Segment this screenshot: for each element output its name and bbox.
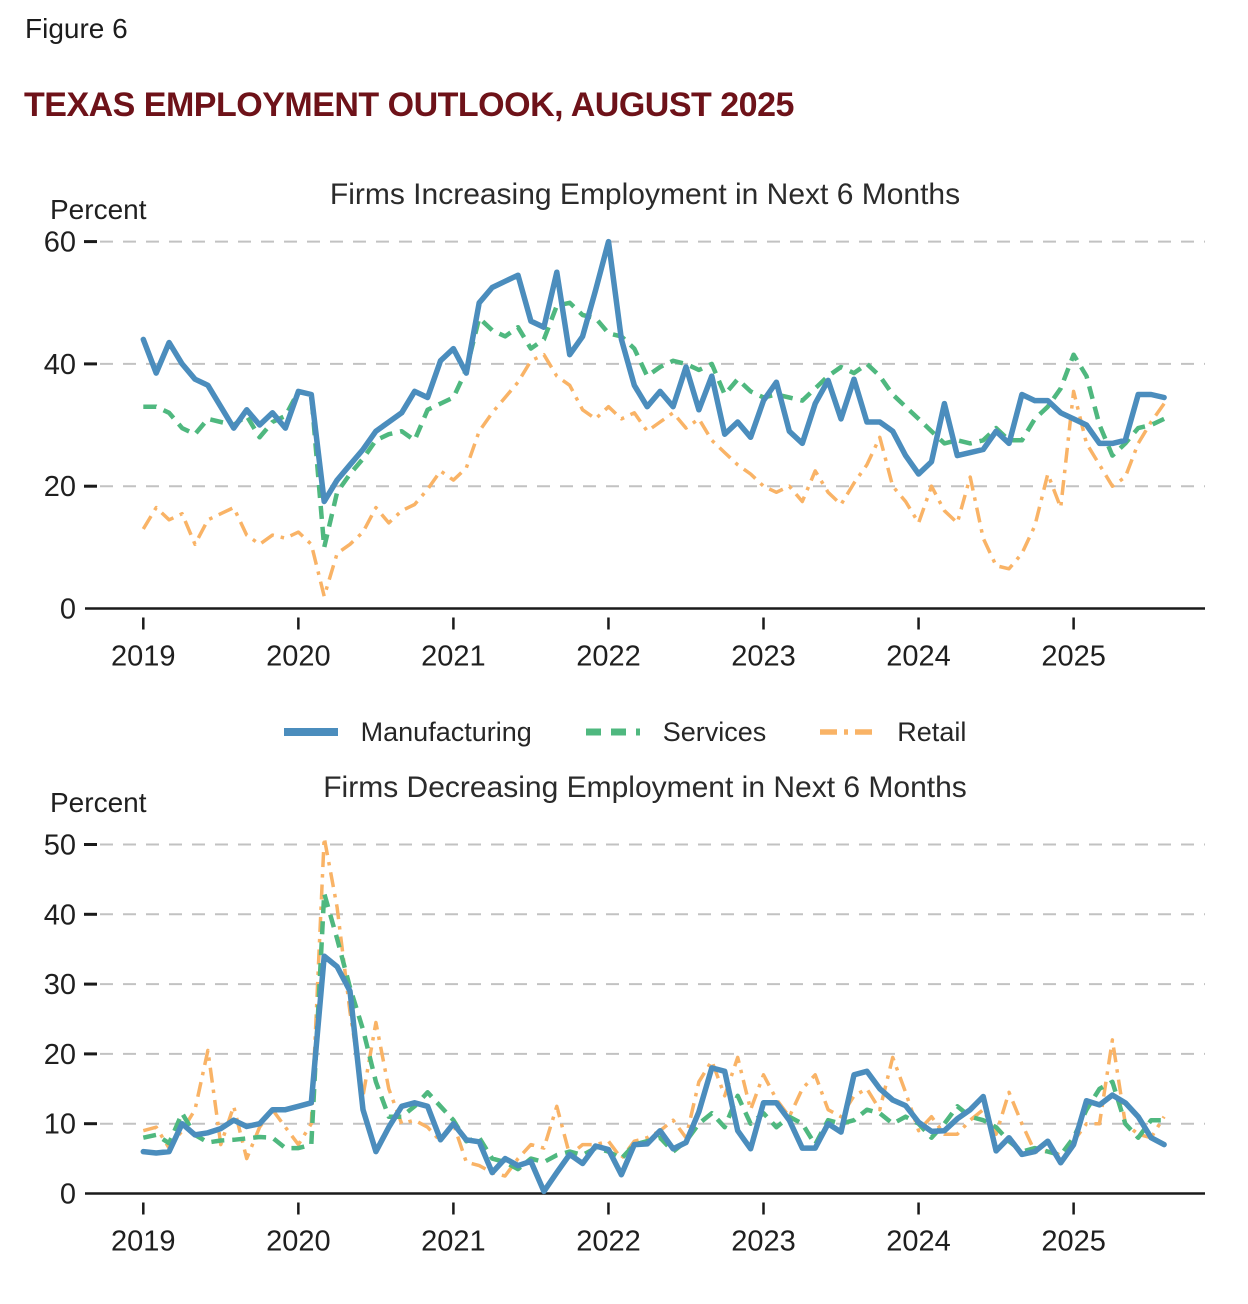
x-tick-label-2023: 2023 xyxy=(731,640,796,673)
x-tick-label-2021: 2021 xyxy=(421,640,486,673)
x-tick-label-2025: 2025 xyxy=(1041,1225,1106,1258)
legend-label-services: Services xyxy=(662,716,767,747)
x-tick-label-2025: 2025 xyxy=(1041,640,1106,673)
legend-label-retail: Retail xyxy=(897,716,967,747)
x-tick-label-2021: 2021 xyxy=(421,1225,486,1258)
legend-item-services xyxy=(584,717,767,748)
y-tick-label-60: 60 xyxy=(43,226,76,259)
chart-decreasing-employment xyxy=(0,760,1248,1280)
legend xyxy=(0,710,1248,754)
retail-line-swatch-icon xyxy=(818,726,876,738)
y-tick-label-0: 0 xyxy=(59,593,76,626)
chart-title-decreasing: Firms Decreasing Employment in Next 6 Months xyxy=(323,771,967,804)
series-line-services xyxy=(143,893,1164,1169)
legend-item-manufacturing xyxy=(282,717,532,748)
legend-item-retail xyxy=(818,717,966,748)
legend-label-manufacturing: Manufacturing xyxy=(360,716,532,747)
y-tick-label-10: 10 xyxy=(43,1108,76,1141)
x-tick-label-2024: 2024 xyxy=(886,640,951,673)
series-line-manufacturing xyxy=(143,956,1164,1191)
x-tick-label-2019: 2019 xyxy=(111,1225,176,1258)
services-line-swatch-icon xyxy=(584,726,642,738)
x-tick-label-2019: 2019 xyxy=(111,640,176,673)
y-tick-label-50: 50 xyxy=(43,829,76,862)
chart-title-increasing: Firms Increasing Employment in Next 6 Months xyxy=(329,178,961,211)
y-tick-label-0: 0 xyxy=(59,1178,76,1211)
y-axis-label-top: Percent xyxy=(50,194,147,225)
figure-label: Figure 6 xyxy=(25,13,128,44)
y-tick-label-40: 40 xyxy=(43,348,76,381)
series-line-retail xyxy=(143,838,1164,1177)
manufacturing-line-swatch-icon xyxy=(282,726,340,738)
y-tick-label-20: 20 xyxy=(43,1038,76,1071)
x-tick-label-2022: 2022 xyxy=(576,640,641,673)
y-axis-label-bottom: Percent xyxy=(50,787,147,818)
x-tick-label-2020: 2020 xyxy=(266,640,331,673)
y-tick-label-40: 40 xyxy=(43,899,76,932)
x-tick-label-2022: 2022 xyxy=(576,1225,641,1258)
y-tick-label-20: 20 xyxy=(43,471,76,504)
chart-increasing-employment xyxy=(0,160,1248,680)
x-tick-label-2023: 2023 xyxy=(731,1225,796,1258)
x-tick-label-2024: 2024 xyxy=(886,1225,951,1258)
y-tick-label-30: 30 xyxy=(43,969,76,1002)
x-tick-label-2020: 2020 xyxy=(266,1225,331,1258)
page-title: TEXAS EMPLOYMENT OUTLOOK, AUGUST 2025 xyxy=(24,86,794,124)
